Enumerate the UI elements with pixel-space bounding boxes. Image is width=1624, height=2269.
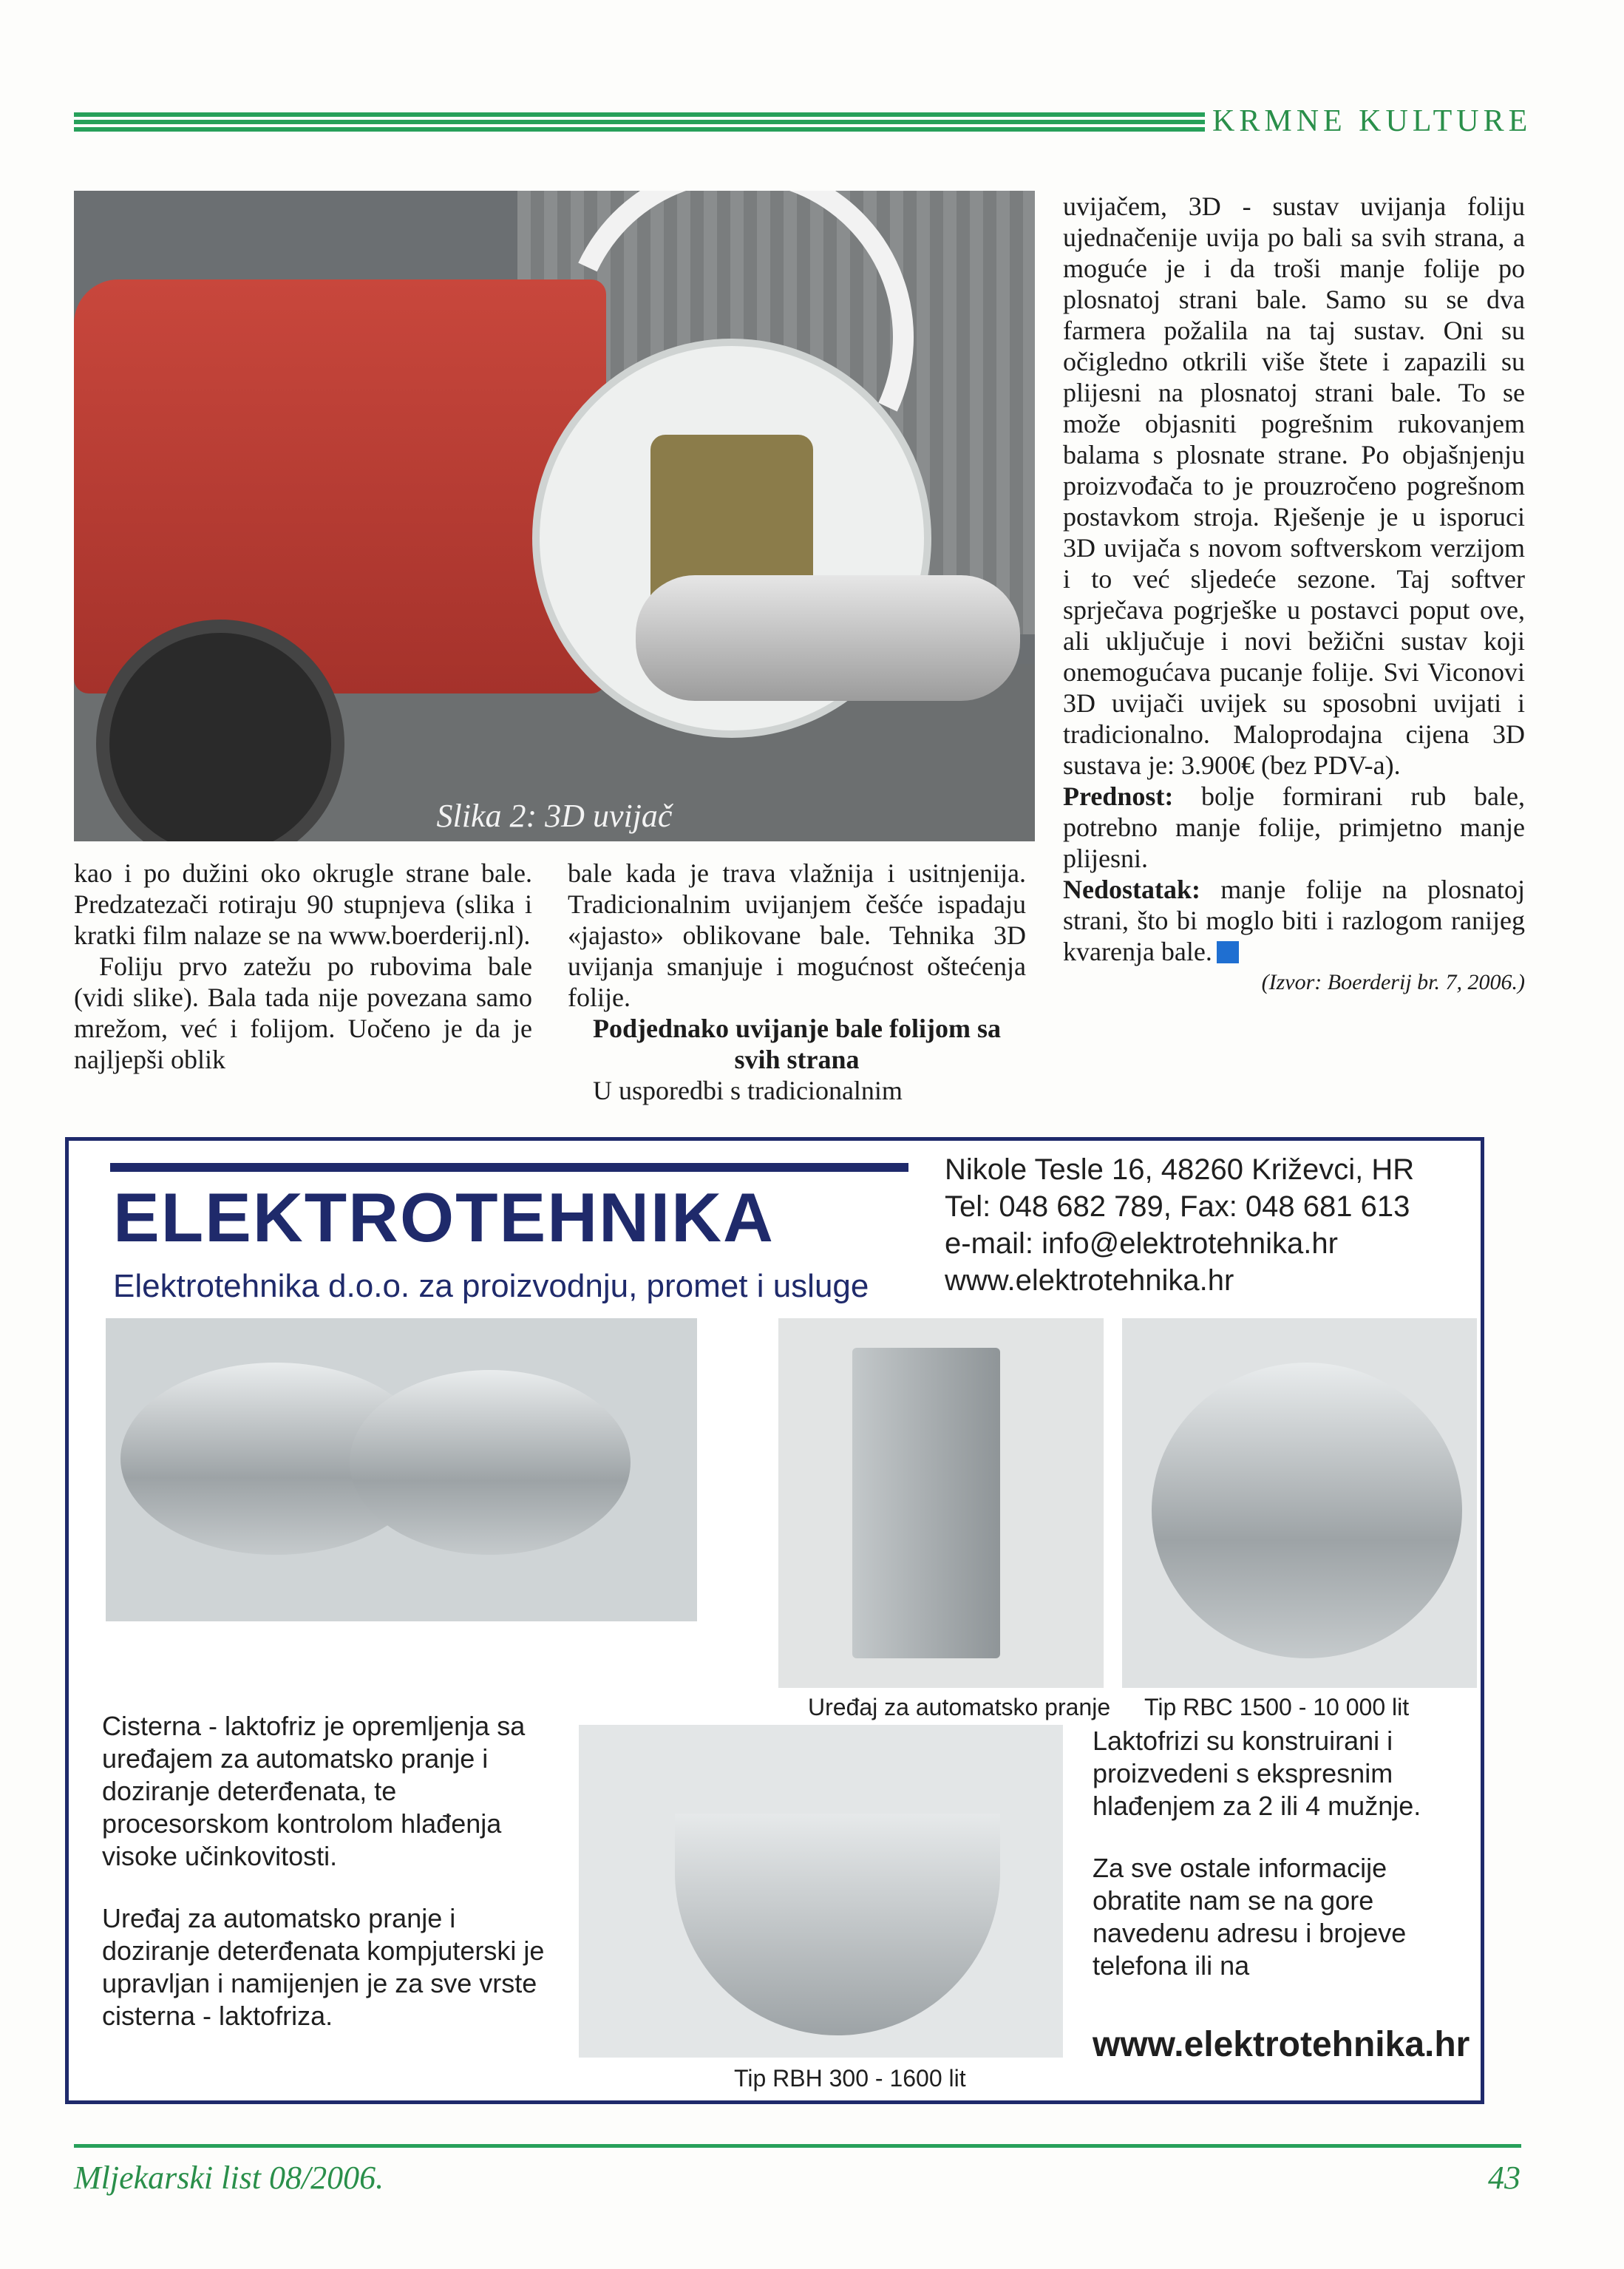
article-column-3 <box>1063 191 1525 998</box>
end-mark-icon <box>1217 941 1239 963</box>
ad-paragraph: Cisterna - laktofriz je opremljenja sa uređajem za automatsko pranje i doziranje deterđenata, te procesorskom kontrolom hlađenja visoke učinkovitosti. <box>102 1711 526 1871</box>
ad-left-text <box>102 1710 560 2062</box>
advertisement <box>65 1137 1484 2104</box>
ad-right-text <box>1093 1725 1462 2012</box>
figure-caption: Slika 2: 3D uvijač <box>436 798 673 834</box>
caption-rbc: Tip RBC 1500 - 10 000 lit <box>1144 1694 1410 1720</box>
tank-rbh-photo <box>579 1725 1063 2058</box>
company-tagline: Elektrotehnika d.o.o. za proizvodnju, promet i usluge <box>113 1268 869 1304</box>
paragraph: uvijačem, 3D - sustav uvijanja foliju ujednačenije uvija po bali sa svih strana, a moguće je i da troši manje folije po plosnatoj strani bale. Samo su se dva farmera požalila na taj sustav. Oni su očigledno otkrili više štete i zapazili su plijesni na plosnatoj strani bale. To se može objasniti pogrešnim rukovanjem balama s plosnate strane. Po objašnjenju proizvođača to je prouzročeno pogrešnom postavkom stroja. Rješenje je u isporuci 3D uvijača s novom softverskom verzijom i to već sljedeće sezone. Taj softver sprječava pogrješke u postavci poput ove, ali uključuje i novi bežični sustav koji onemogućava pucanje folije. Svi Viconovi 3D uvijači uvijek su sposobni uvijati i tradicionalno. Maloprodajna cijena 3D sustava je: 3.900€ (bez PDV-a). <box>1063 191 1525 780</box>
paragraph: Foliju prvo zatežu po rubovima bale (vidi slike). Bala tada nije povezana samo mrežom, već i folijom. Uočeno je da je najljepši oblik <box>74 952 532 1074</box>
ad-paragraph: Uređaj za automatsko pranje i doziranje deterđenata kompjuterski je upravljan i namijenjen je za sve vrste cisterna - laktofriza. <box>102 1903 545 2031</box>
website-link-bottom[interactable]: www.elektrotehnika.hr <box>1093 2025 1470 2064</box>
disadvantage-label: Nedostatak: <box>1063 875 1200 904</box>
ad-paragraph: Laktofrizi su konstruirani i proizvedeni s ekspresnim hlađenjem za 2 ili 4 mužnje. <box>1093 1726 1421 1821</box>
website-link[interactable]: www.elektrotehnika.hr <box>945 1264 1234 1297</box>
paragraph: U usporedbi s tradicionalnim <box>593 1076 903 1105</box>
journal-name: Mljekarski list 08/2006. <box>74 2160 384 2196</box>
source-citation: (Izvor: Boerderij br. 7, 2006.) <box>1261 970 1525 994</box>
advantage-paragraph <box>1063 781 1525 874</box>
contact-block <box>945 1151 1414 1299</box>
disadvantage-text: manje folije na plosnatoj strani, što bi moglo biti i razlogom ranijeg kvarenja bale. <box>1063 875 1525 966</box>
phone: Tel: 048 682 789, Fax: 048 681 613 <box>945 1190 1410 1223</box>
tank-rbc-photo <box>1122 1318 1477 1688</box>
subheading: Podjednako uvijanje bale folijom sa svih strana <box>592 1014 1002 1074</box>
footer-rule <box>74 2144 1521 2148</box>
washing-unit-photo <box>778 1318 1104 1688</box>
email-link[interactable]: e-mail: info@elektrotehnika.hr <box>945 1227 1338 1260</box>
tank-photo-1 <box>106 1318 697 1621</box>
header-rule <box>74 109 1205 132</box>
ad-paragraph: Za sve ostale informacije obratite nam se na gore navedenu adresu i brojeve telefona ili na <box>1093 1853 1407 1981</box>
paragraph: kao i po dužini oko okrugle strane bale. Predzatezači rotiraju 90 stupnjeva (slika i kratki film nalaze se na www.boerderij.nl). <box>74 858 532 950</box>
article-column-2 <box>568 858 1026 1106</box>
advantage-text: bolje formirani rub bale, potrebno manje folije, primjetno manje plijesni. <box>1063 781 1525 873</box>
advantage-label: Prednost: <box>1063 781 1174 811</box>
logo-bar <box>110 1163 908 1172</box>
caption-wash-unit: Uređaj za automatsko pranje <box>808 1694 1111 1720</box>
company-logo: ELEKTROTEHNIKA <box>113 1178 775 1256</box>
article-column-1 <box>74 858 532 1075</box>
disadvantage-paragraph <box>1063 874 1525 967</box>
page-number: 43 <box>1488 2160 1521 2196</box>
caption-rbh: Tip RBH 300 - 1600 lit <box>734 2065 966 2092</box>
section-title: KRMNE KULTURE <box>1212 104 1532 138</box>
address: Nikole Tesle 16, 48260 Križevci, HR <box>945 1153 1415 1186</box>
paragraph: bale kada je trava vlažnija i usitnjenija. Tradicionalnim uvijanjem češće ispadaju «jajasto» oblikovane bale. Tehnika 3D uvijanja smanjuje i mogućnost oštećenja folije. <box>568 858 1026 1012</box>
figure-3d-wrapper-photo <box>74 191 1035 841</box>
